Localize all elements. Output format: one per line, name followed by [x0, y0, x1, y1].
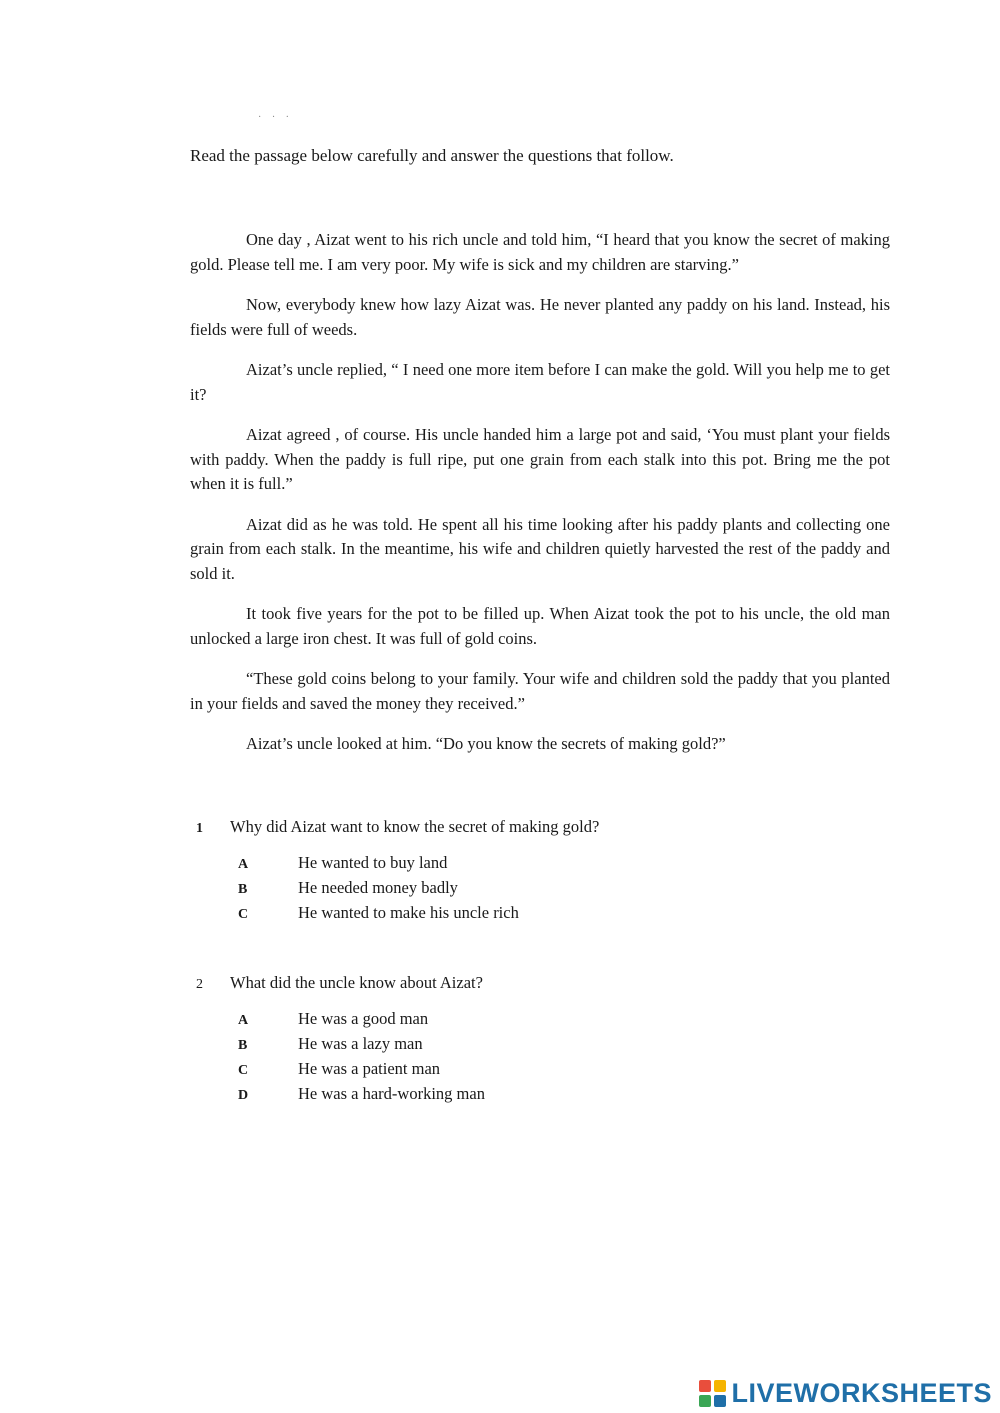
option-text: He was a patient man: [298, 1059, 441, 1078]
answer-options: [196, 853, 846, 928]
option-text: He was a hard-working man: [298, 1084, 485, 1103]
option-text: He needed money badly: [298, 878, 458, 897]
option-letter: B: [238, 882, 248, 897]
answer-options: [196, 1009, 846, 1109]
option-text: He wanted to buy land: [298, 853, 448, 872]
answer-option-c[interactable]: [238, 903, 846, 928]
passage-paragraph: Aizat’s uncle looked at him. “Do you know the secrets of making gold?”: [246, 734, 726, 753]
answer-option-b[interactable]: [238, 878, 846, 903]
option-text: He was a lazy man: [298, 1034, 423, 1053]
reading-passage: [190, 228, 890, 773]
instruction-text: Read the passage below carefully and answer the questions that follow.: [190, 146, 674, 165]
liveworksheets-logo-icon: [699, 1380, 727, 1408]
header-dots: · · ·: [258, 112, 293, 123]
question-number: 2: [196, 977, 203, 992]
option-text: He was a good man: [298, 1009, 429, 1028]
watermark-text: LIVEWORKSHEETS: [731, 1378, 992, 1408]
option-text: He wanted to make his uncle rich: [298, 903, 519, 922]
passage-paragraph: One day , Aizat went to his rich uncle and told him, “I heard that you know the secret of making gold. Please tell me. I am very poor. My wife is sick and my children are starving.”: [190, 230, 890, 274]
question-text: What did the uncle know about Aizat?: [230, 973, 483, 992]
passage-paragraph: Aizat did as he was told. He spent all his time looking after his paddy plants and collecting one grain from each stalk. In the meantime, his wife and children quietly harvested the rest of the paddy and sold it.: [190, 514, 890, 583]
option-letter: A: [238, 1013, 249, 1028]
passage-paragraph: Aizat agreed , of course. His uncle handed him a large pot and said, ‘You must plant your fields with paddy. When the paddy is full ripe, put one grain from each stalk into this pot. Bring me the pot when it is full.”: [190, 425, 890, 493]
question-text: Why did Aizat want to know the secret of making gold?: [230, 817, 600, 836]
answer-option-b[interactable]: [238, 1034, 846, 1059]
answer-option-d[interactable]: [238, 1084, 846, 1109]
option-letter: D: [238, 1088, 249, 1103]
question-number: 1: [196, 821, 203, 836]
option-letter: C: [238, 907, 249, 922]
passage-paragraph: Aizat’s uncle replied, “ I need one more item before I can make the gold. Will you help me to get it?: [190, 360, 890, 404]
passage-paragraph: It took five years for the pot to be filled up. When Aizat took the pot to his uncle, the old man unlocked a large iron chest. It was full of gold coins.: [190, 604, 890, 648]
answer-option-a[interactable]: [238, 1009, 846, 1034]
answer-option-a[interactable]: [238, 853, 846, 878]
question-1: [196, 817, 846, 928]
answer-option-c[interactable]: [238, 1059, 846, 1084]
option-letter: B: [238, 1038, 248, 1053]
option-letter: C: [238, 1063, 249, 1078]
liveworksheets-watermark: [699, 1378, 992, 1409]
passage-paragraph: “These gold coins belong to your family. Your wife and children sold the paddy that you planted in your fields and saved the money they received.”: [190, 669, 890, 713]
question-2: [196, 973, 846, 1109]
option-letter: A: [238, 857, 249, 872]
passage-paragraph: Now, everybody knew how lazy Aizat was. He never planted any paddy on his land. Instead, his fields were full of weeds.: [190, 295, 890, 339]
